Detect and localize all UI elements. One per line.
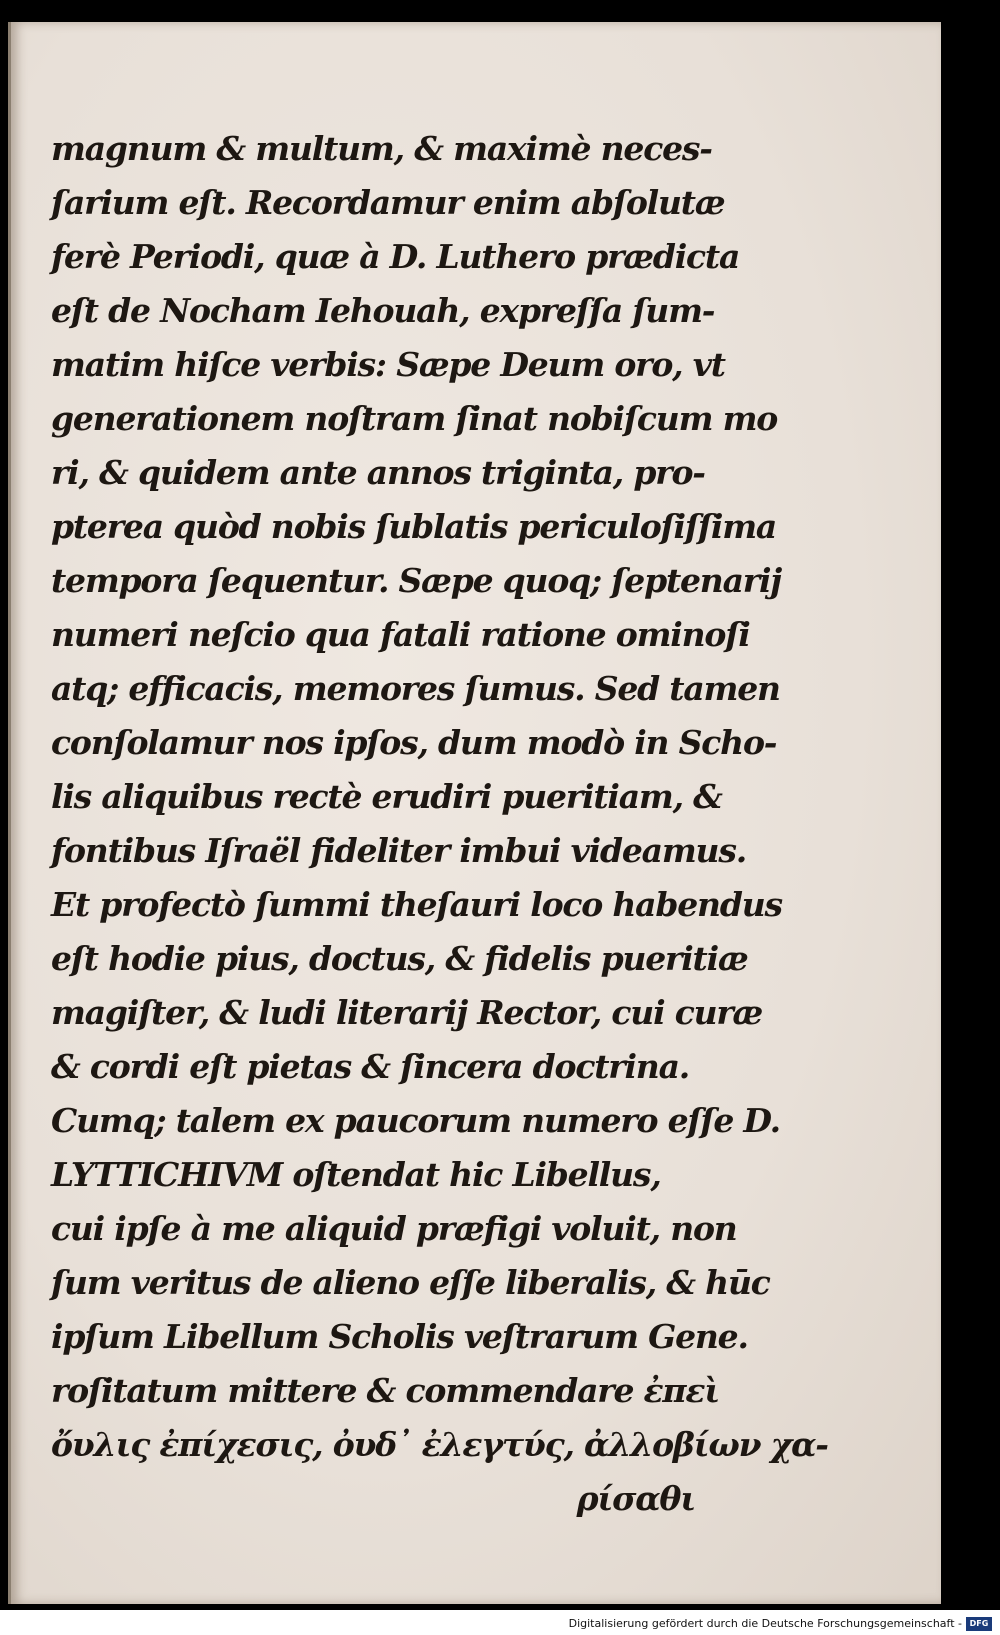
text-line: cui ipſe à me aliquid præfigi voluit, non bbox=[51, 1209, 737, 1248]
text-line: pterea quòd nobis ſublatis periculoſiſſima bbox=[51, 507, 777, 546]
body-text bbox=[51, 122, 828, 1526]
text-line: eſt hodie pius, doctus, & fidelis pueritiæ bbox=[51, 939, 748, 978]
text-line: generationem noſtram ſinat nobiſcum mo bbox=[51, 399, 778, 438]
digitization-credit: Digitalisierung gefördert durch die Deutsche Forschungsgemeinschaft - bbox=[568, 1617, 962, 1630]
dfg-logo-icon: DFG bbox=[966, 1617, 992, 1631]
text-line: Cumq; talem ex paucorum numero eſſe D. bbox=[51, 1101, 780, 1140]
text-line: fontibus Iſraël fideliter imbui videamus. bbox=[51, 831, 747, 870]
text-line: magiſter, & ludi literarij Rector, cui curæ bbox=[51, 993, 763, 1032]
text-line: Et profectò ſummi theſauri loco habendus bbox=[51, 885, 782, 924]
text-line: ipſum Libellum Scholis veſtrarum Gene. bbox=[51, 1317, 748, 1356]
text-line: ὄυλις ἐπίχεσις, ὀυδ᾽ ἐλεγτύς, ἀλλοβίων χα- bbox=[51, 1425, 828, 1464]
text-line: numeri neſcio qua fatali ratione ominoſi bbox=[51, 615, 750, 654]
book-page bbox=[8, 22, 941, 1604]
text-line: roſitatum mittere & commendare ἐπεὶ bbox=[51, 1371, 719, 1410]
text-line: LYTTICHIVM oſtendat hic Libellus, bbox=[51, 1155, 661, 1194]
text-line: ſarium eſt. Recordamur enim abſolutæ bbox=[51, 183, 725, 222]
text-line: atq; efficacis, memores ſumus. Sed tamen bbox=[51, 669, 780, 708]
text-line: eſt de Nocham Iehouah, expreſſa ſum- bbox=[51, 291, 715, 330]
text-line: & cordi eſt pietas & ſincera doctrina. bbox=[51, 1047, 690, 1086]
text-line: tempora ſequentur. Sæpe quoq; ſeptenarij bbox=[51, 561, 782, 600]
text-line: ri, & quidem ante annos triginta, pro- bbox=[51, 453, 705, 492]
text-line: lis aliquibus rectè erudiri pueritiam, & bbox=[51, 777, 722, 816]
text-line: magnum & multum, & maximè neces- bbox=[51, 129, 712, 168]
text-line: matim hiſce verbis: Sæpe Deum oro, vt bbox=[51, 345, 725, 384]
text-line: ferè Periodi, quæ à D. Luthero prædicta bbox=[51, 237, 740, 276]
text-line: ſum veritus de alieno eſſe liberalis, & hūc bbox=[51, 1263, 770, 1302]
text-line: conſolamur nos ipſos, dum modò in Scho- bbox=[51, 723, 777, 762]
footer-strip bbox=[0, 1610, 1000, 1635]
catchword: ρίσαθι bbox=[576, 1479, 695, 1518]
